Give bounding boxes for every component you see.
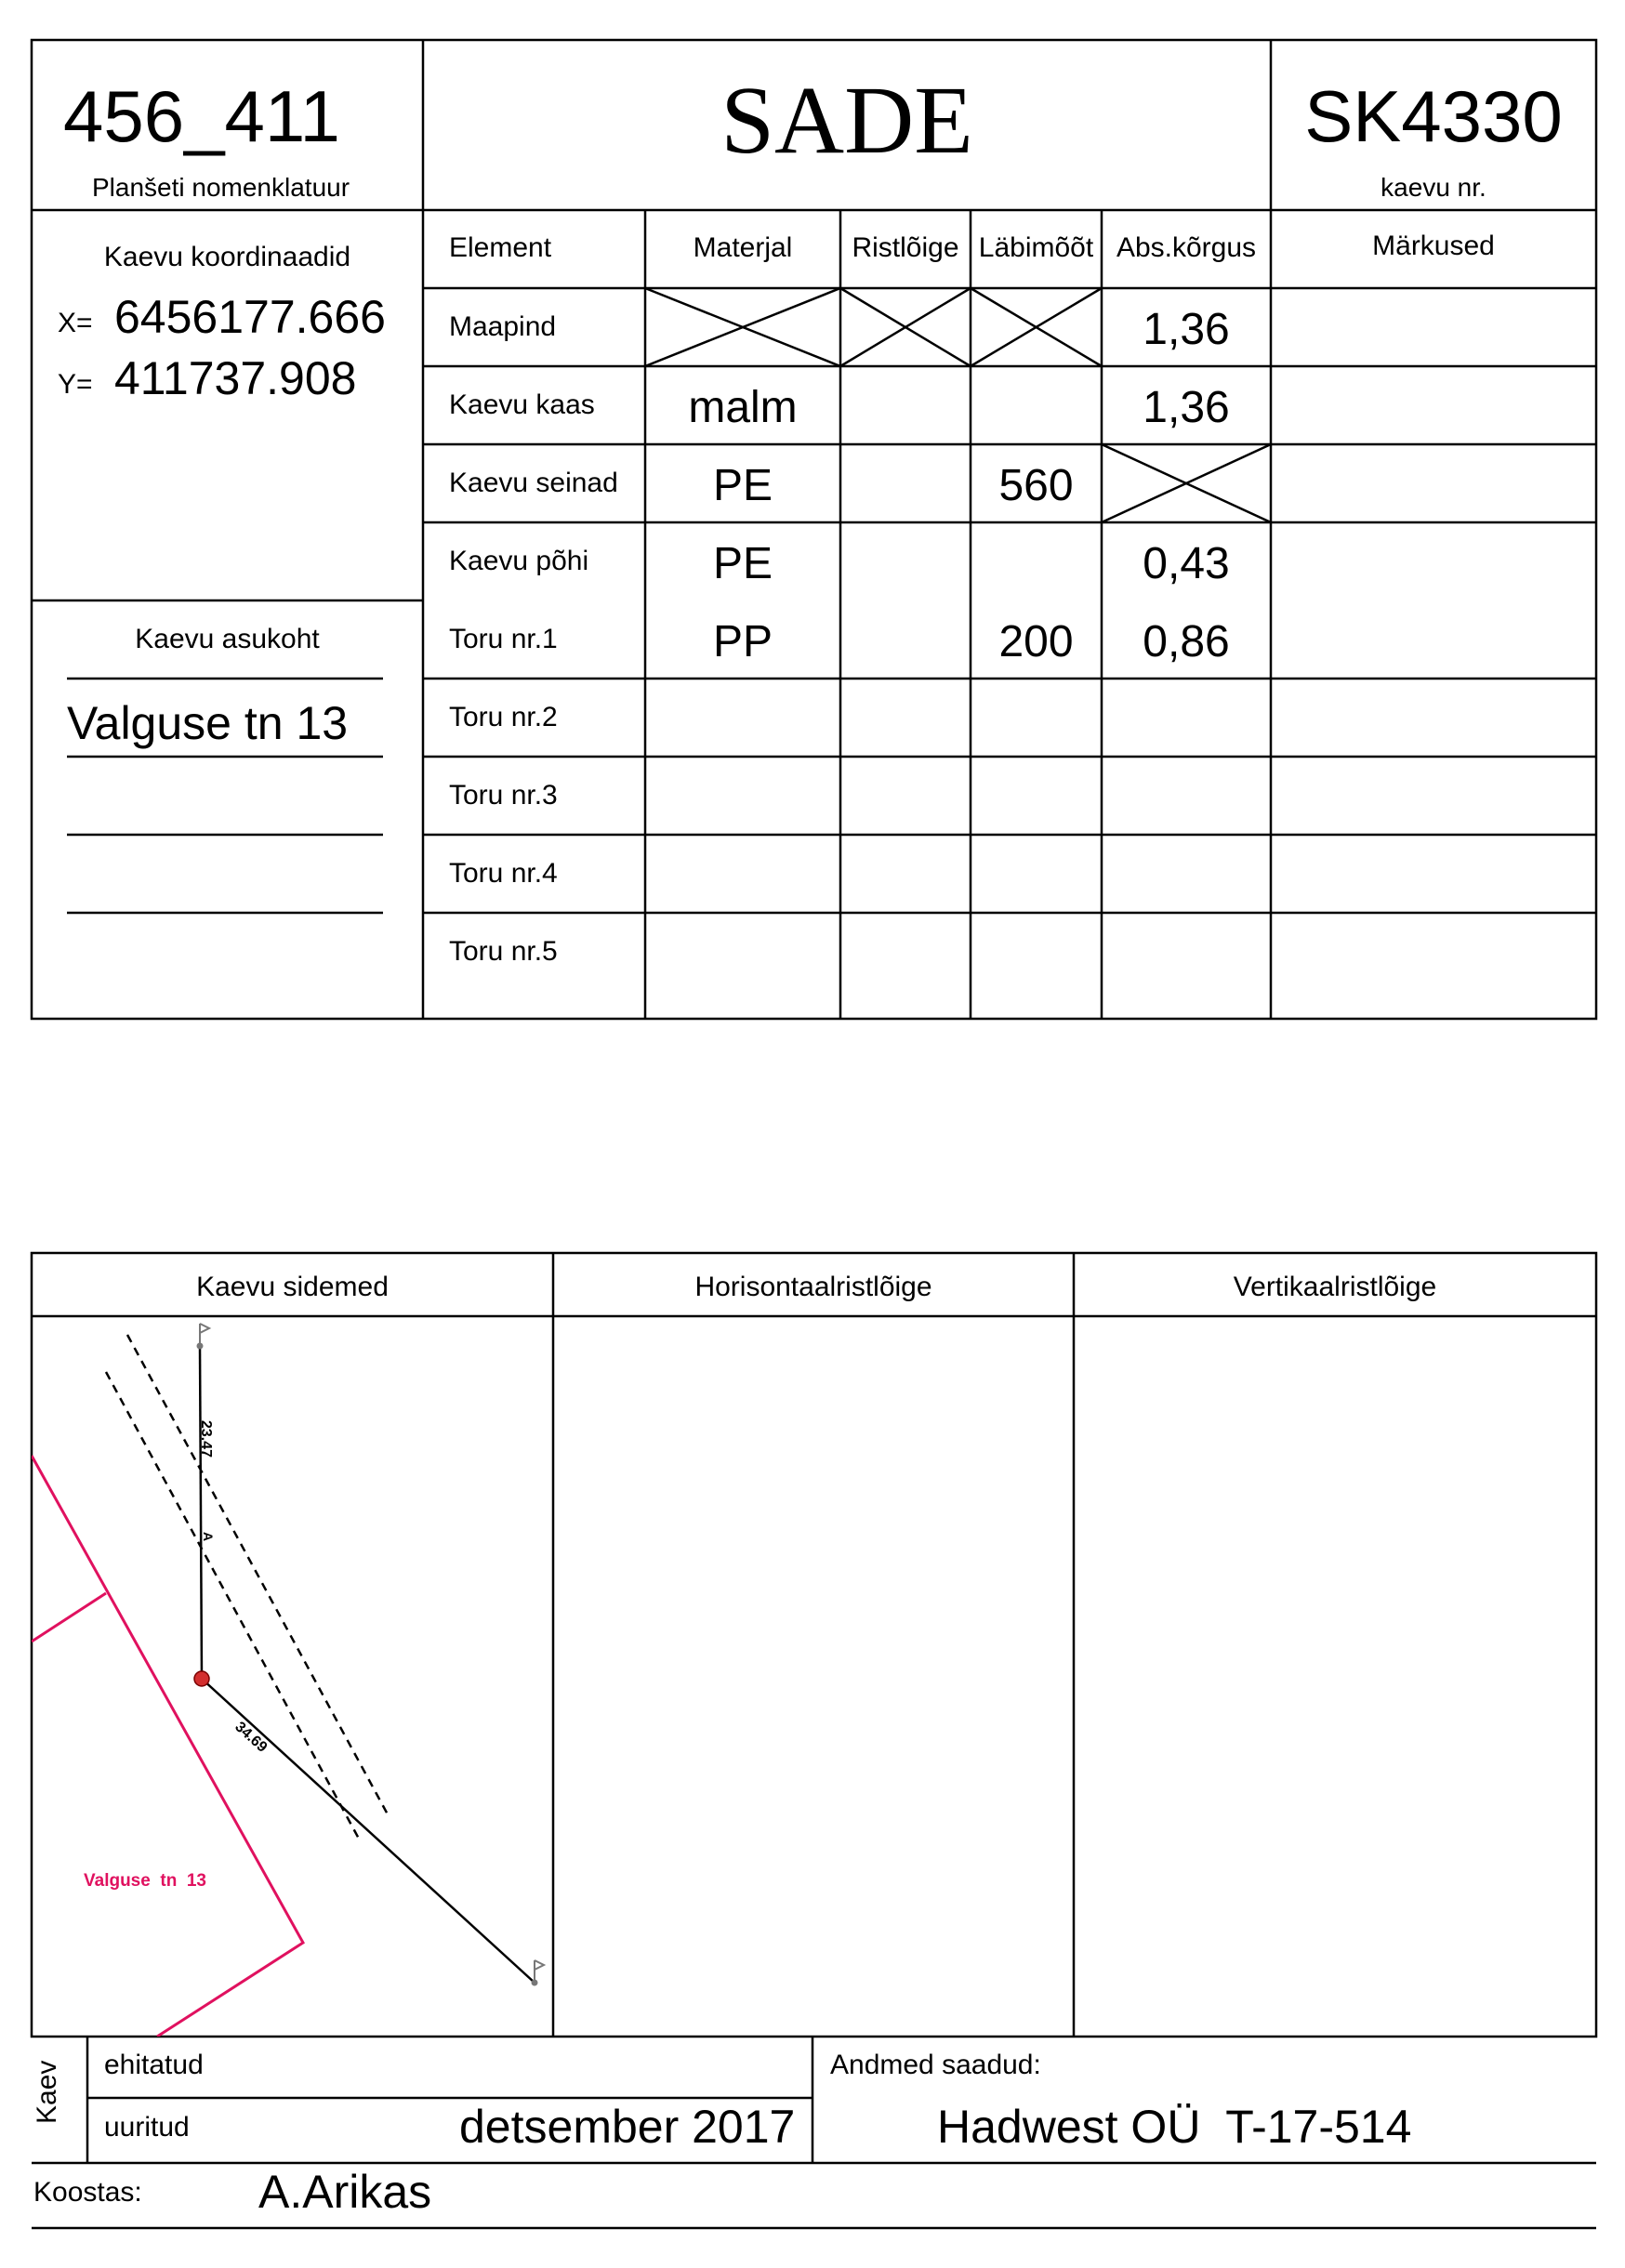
nomenclature-value: 456_411 — [63, 75, 340, 157]
kaev-label: Kaev — [32, 2060, 62, 2124]
built-label: ehitatud — [104, 2050, 204, 2080]
row-abs-height: 1,36 — [1143, 305, 1230, 354]
row-abs-height: 0,43 — [1143, 539, 1230, 588]
surveyed-date: detsember 2017 — [459, 2101, 796, 2153]
row-element: Toru nr.5 — [449, 936, 558, 967]
marker-label: A — [201, 1532, 216, 1542]
x-coordinate: 6456177.666 — [114, 291, 386, 343]
row-element: Kaevu kaas — [449, 389, 595, 420]
y-coordinate: 411737.908 — [114, 352, 357, 404]
parcel-boundary-inner — [32, 1593, 106, 1642]
row-material: malm — [688, 383, 798, 432]
measure-line-north — [200, 1346, 202, 1679]
well-number-label: kaevu nr. — [1381, 173, 1486, 202]
x-label: X= — [58, 308, 93, 338]
row-element: Toru nr.1 — [449, 624, 558, 654]
col-header-element: Element — [449, 232, 552, 263]
section-horizontal-header: Horisontaalristlõige — [694, 1272, 932, 1302]
y-label: Y= — [58, 369, 93, 400]
well-point-icon — [194, 1671, 209, 1686]
author-label: Koostas: — [33, 2177, 142, 2208]
nomenclature-label: Planšeti nomenklatuur — [92, 173, 350, 202]
data-source-value: Hadwest OÜ T-17-514 — [937, 2101, 1412, 2153]
distance-label-southeast: 34.69 — [231, 1719, 271, 1756]
col-header-material: Materjal — [693, 232, 793, 263]
section-links-header: Kaevu sidemed — [196, 1272, 389, 1302]
measure-line-southeast — [202, 1679, 535, 1983]
location-label: Kaevu asukoht — [135, 624, 320, 654]
surveyed-label: uuritud — [104, 2112, 190, 2143]
row-element: Kaevu põhi — [449, 546, 589, 576]
row-element: Toru nr.4 — [449, 858, 558, 889]
col-header-diameter: Läbimõõt — [978, 232, 1094, 263]
row-material: PP — [712, 617, 773, 666]
section-vertical-header: Vertikaalristlõige — [1233, 1272, 1437, 1302]
well-number: SK4330 — [1304, 75, 1563, 157]
flag-icon — [198, 1324, 210, 1349]
row-material: PE — [712, 539, 773, 588]
row-abs-height: 1,36 — [1143, 383, 1230, 432]
row-abs-height: 0,86 — [1143, 617, 1230, 666]
location-address: Valguse tn 13 — [67, 697, 349, 749]
street-label: Valguse tn 13 — [84, 1871, 206, 1891]
row-element: Toru nr.3 — [449, 780, 558, 811]
row-diameter: 560 — [998, 461, 1074, 510]
row-material: PE — [712, 461, 773, 510]
data-source-label: Andmed saadud: — [830, 2050, 1041, 2080]
col-header-cross-section: Ristlõige — [852, 232, 959, 263]
author-name: A.Arikas — [258, 2166, 432, 2218]
document-title: SADE — [720, 67, 973, 174]
well-links-sketch — [32, 1316, 553, 2037]
row-element: Kaevu seinad — [449, 468, 618, 498]
flag-icon — [533, 1960, 545, 1985]
col-header-notes: Märkused — [1372, 231, 1495, 261]
row-element: Maapind — [449, 311, 557, 342]
col-header-abs-height: Abs.kõrgus — [1116, 232, 1257, 263]
distance-label-north: 23.47 — [198, 1420, 214, 1458]
dashed-line-2 — [106, 1372, 360, 1840]
coordinates-label: Kaevu koordinaadid — [103, 242, 351, 272]
row-diameter: 200 — [998, 617, 1074, 666]
row-element: Toru nr.2 — [449, 702, 558, 732]
